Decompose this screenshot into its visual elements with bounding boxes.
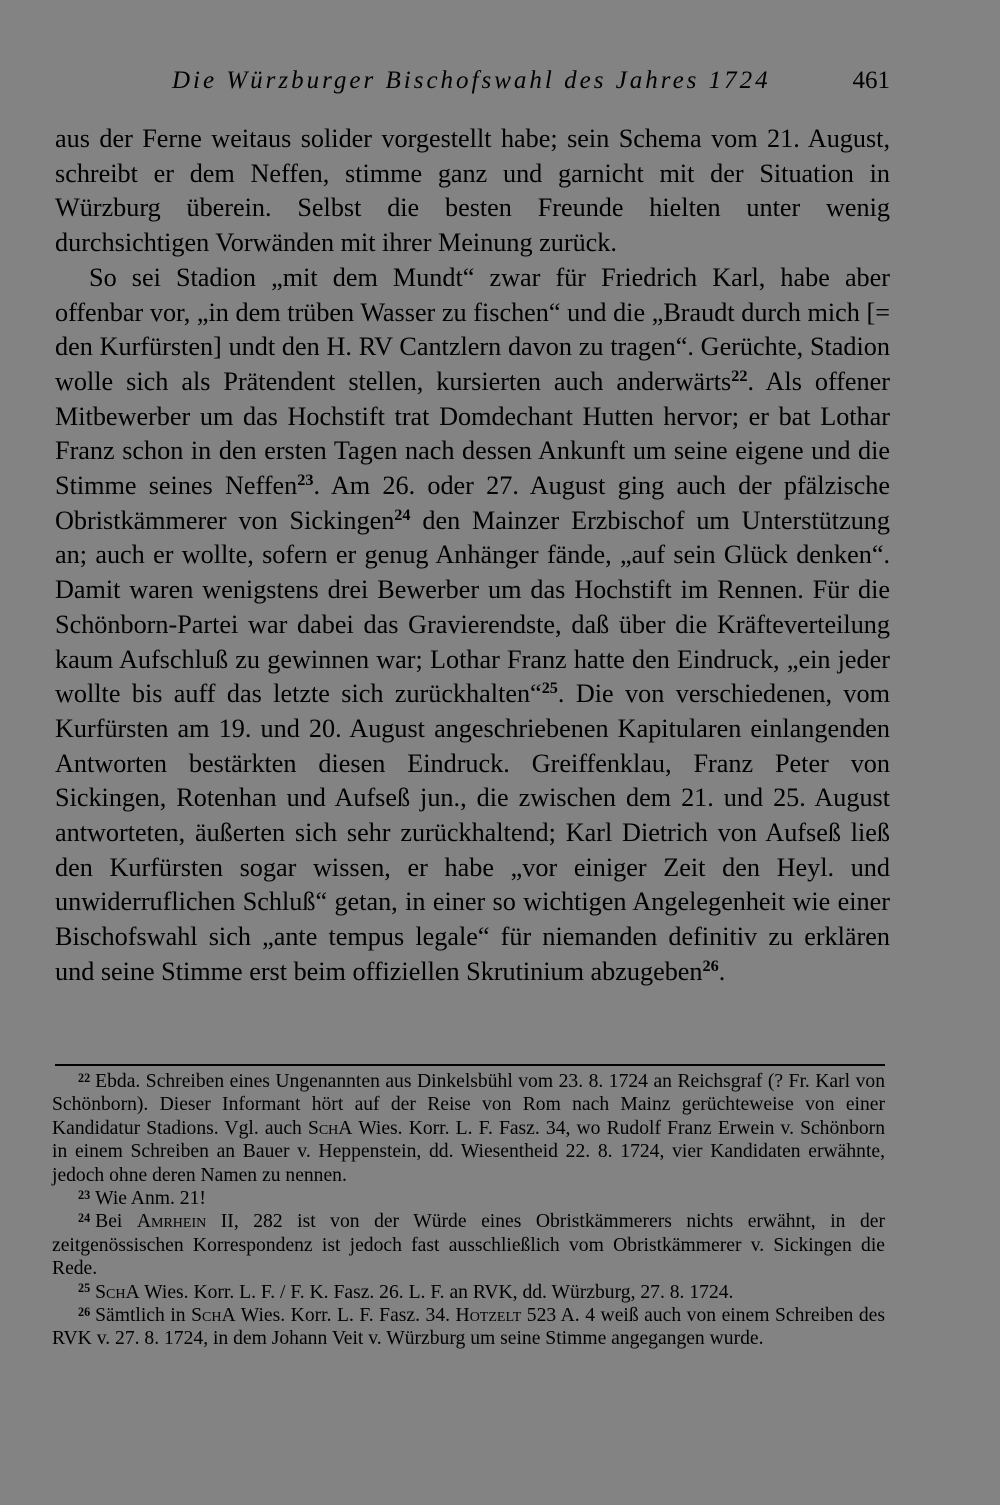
paragraph-2-text-e: . Die von verschiedenen, vom Kurfürsten am 19. und 20. August angeschriebenen Kapitularen einlangenden Antworten bestärkten diesen Eindruck. Greiffenklau, Franz Peter von Sickingen, Rotenhan und Aufseß jun., die zwischen dem 21. und 25. August antworteten, äußerten sich sehr zurückhaltend; Karl Dietrich von Aufseß ließ den Kurfürsten sogar wissen, er habe „vor einiger Zeit den Heyl. und unwiderruflichen Schluß“ getan, in einer so wichtigen Angelegenheit wie einer Bischofswahl sich „ante tempus legale“ für niemanden definitiv zu erklären und seine Stimme erst beim offiziellen Skrutinium abzugeben xyxy=(55,679,890,986)
footnote-ref-25[interactable]: 25 xyxy=(541,679,558,698)
footnote-mark: 23 xyxy=(78,1187,91,1202)
footnote-24 xyxy=(52,1210,885,1280)
footnote-ref-23[interactable]: 23 xyxy=(297,471,314,490)
footnote-mark: 22 xyxy=(78,1070,91,1085)
footnote-text: Ebda. Schreiben eines Ungenannten aus Dinkelsbühl vom 23. 8. 1724 an Reichsgraf (? Fr. Karl von Schönborn). Dieser Informant hört auf der Reise von Rom nach Mainz gerüchteweise von einer Kandidatur Stadions. Vgl. auch xyxy=(52,1071,885,1139)
footnotes xyxy=(52,1070,885,1351)
footnote-abbrev: SchA xyxy=(307,1117,353,1139)
footnote-ref-24[interactable]: 24 xyxy=(394,505,411,524)
page-number: 461 xyxy=(852,67,890,94)
footnote-text: Wie Anm. 21! xyxy=(95,1188,206,1210)
paragraph-2-text-a: So sei Stadion „mit dem Mundt“ zwar für Friedrich Karl, habe aber offenbar vor, „in dem trüben Wasser zu fischen“ und die „Braudt durch mich [= den Kurfürsten] undt den H. RV Cantzlern davon zu tragen“. Gerüchte, Stadion wolle sich als Prätendent stellen, kursierten auch anderwärts xyxy=(55,262,890,396)
footnote-author: Hotzelt xyxy=(455,1305,522,1327)
paragraph-2-text-b: . Als offener Mitbewerber um das Hochstift trat Domdechant Hutten hervor; er bat Lothar Franz schon in den ersten Tagen nach dessen Ankunft um seine eigene und die Stimme seines Neffen xyxy=(55,366,890,501)
footnote-text-cont: II, 282 ist von der Würde eines Obristkämmerers nichts erwähnt, in der zeitgenössischen Korrespondenz ist jedoch fast ausschließlich vom Obristkämmerer v. Sickingen die Rede. xyxy=(52,1211,885,1280)
footnote-abbrev: SchA xyxy=(191,1305,236,1327)
paragraph-2-text-c: . Am 26. oder 27. August ging auch der pfälzische Obristkämmerer von Sickingen xyxy=(55,471,891,535)
footnote-25 xyxy=(52,1281,885,1304)
footnote-ref-26[interactable]: 26 xyxy=(702,956,719,975)
footnote-divider xyxy=(55,1064,885,1066)
footnote-text-cont: Wies. Korr. L. F. Fasz. 34, wo Rudolf Franz Erwein v. Schönborn in einem Schreiben an Bauer v. Heppenstein, dd. Wiesentheid 22. 8. 1724, vier Kandidaten erwähnte, jedoch ohne deren Namen zu nennen. xyxy=(52,1117,885,1186)
footnote-mark: 25 xyxy=(78,1281,91,1296)
paragraph-1-text: aus der Ferne weitaus solider vorgestellt habe; sein Schema vom 21. August, schreibt er dem Neffen, stimme ganz und garnicht mit der Situation in Würzburg überein. Selbst die besten Freunde hielten unter wenig durchsichtigen Vorwänden mit ihrer Meinung zurück. xyxy=(55,124,890,258)
footnote-mark: 24 xyxy=(78,1210,91,1225)
footnote-abbrev: SchA xyxy=(95,1281,140,1303)
footnote-22 xyxy=(52,1070,885,1187)
page-header xyxy=(60,64,890,98)
footnote-author: Amrhein xyxy=(136,1211,207,1233)
footnote-23 xyxy=(52,1187,885,1210)
footnote-text: Sämtlich in xyxy=(95,1305,192,1327)
footnote-text-cont: Wies. Korr. L. F. Fasz. 34. xyxy=(235,1305,456,1327)
footnote-mark: 26 xyxy=(78,1304,91,1319)
footnote-text-end: 523 A. 4 weiß auch von einem Schreiben des RVK v. 27. 8. 1724, in dem Johann Veit v. Würzburg um seine Stimme angegangen wurde. xyxy=(52,1305,885,1350)
running-title: Die Würzburger Bischofswahl des Jahres 1724 xyxy=(172,67,771,94)
footnote-ref-22[interactable]: 22 xyxy=(731,367,748,385)
main-text xyxy=(55,122,890,990)
footnote-text-cont: Wies. Korr. L. F. / F. K. Fasz. 26. L. F. an RVK, dd. Würzburg, 27. 8. 1724. xyxy=(139,1281,734,1303)
paragraph-2 xyxy=(55,261,890,990)
footnote-26 xyxy=(52,1304,885,1351)
paragraph-2-text-f: . xyxy=(718,956,726,986)
paragraph-2-text-d: den Mainzer Erzbischof um Unterstützung an; auch er wollte, sofern er genug Anhänger fände, „auf sein Glück denken“. Damit waren wenigstens drei Bewerber um das Hochstift im Rennen. Für die Schönborn-Partei war dabei das Gravierendste, daß über die Kräfteverteilung kaum Aufschluß zu gewinnen war; Lothar Franz hatte den Eindruck, „ein jeder wollte bis auff das letzte sich zurückhalten“ xyxy=(55,505,890,709)
paragraph-1 xyxy=(55,122,890,261)
footnote-text: Bei xyxy=(95,1211,137,1233)
